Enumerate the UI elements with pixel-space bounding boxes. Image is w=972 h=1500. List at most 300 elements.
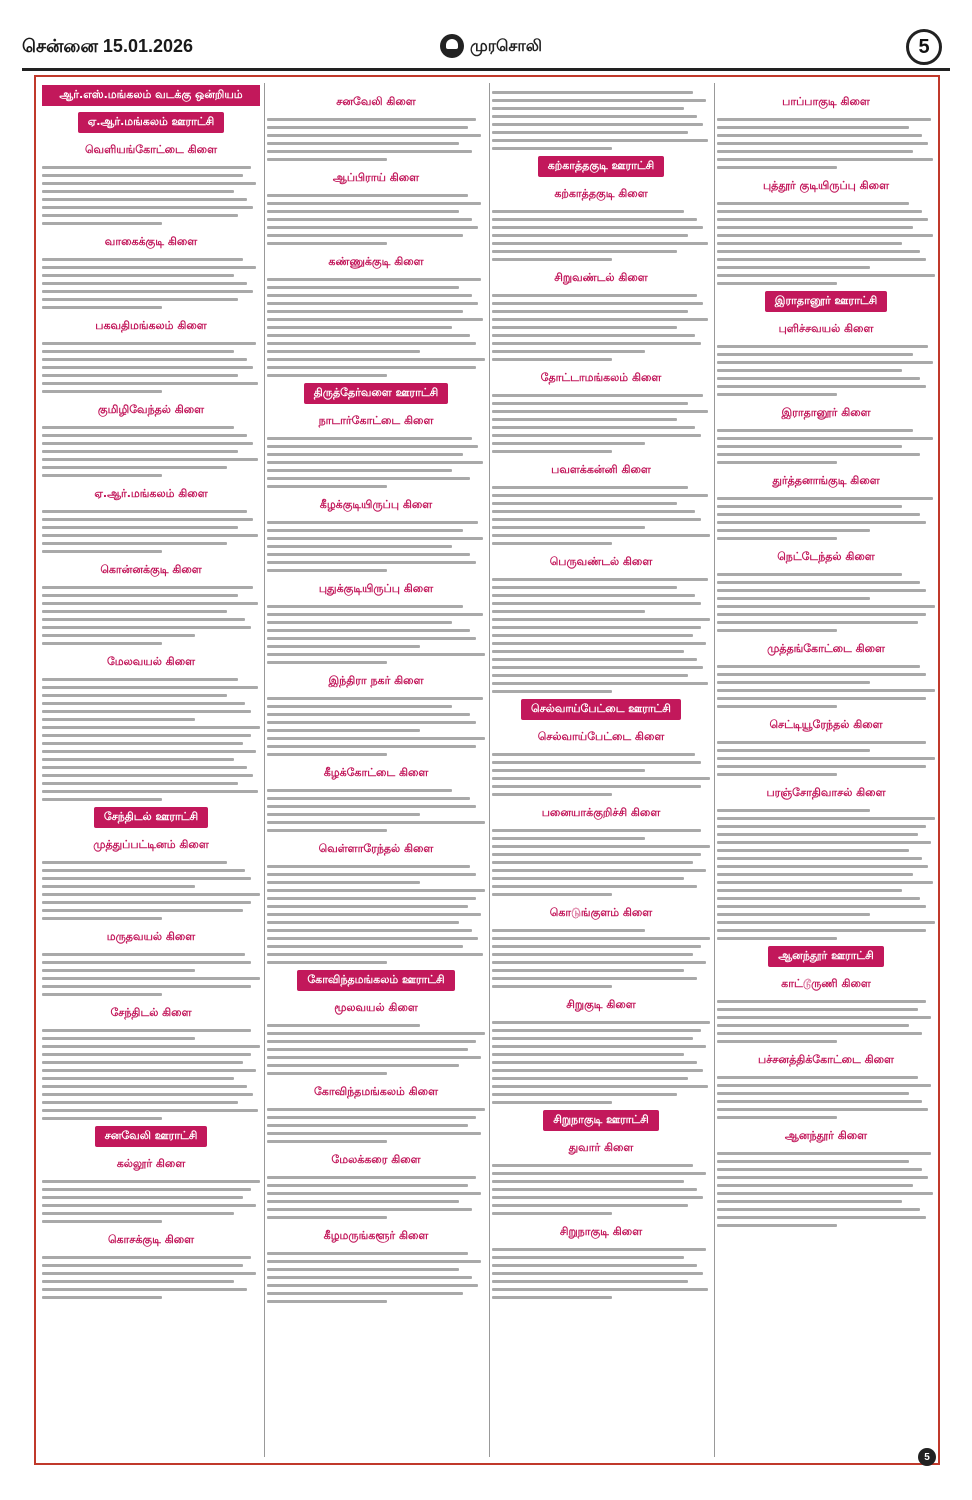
text-line [42, 726, 260, 729]
text-line [492, 342, 701, 345]
text-line [717, 234, 933, 237]
text-line [717, 453, 920, 456]
text-line [717, 689, 935, 692]
column-2 [267, 85, 485, 1455]
text-line [492, 294, 697, 297]
text-line [492, 837, 645, 840]
text-line [492, 418, 677, 421]
text-line [492, 1101, 612, 1104]
branch-heading: குமிழிவேந்தல் கிளை [97, 403, 205, 416]
text-line [492, 610, 645, 613]
text-line [42, 885, 195, 888]
text-line [267, 1208, 472, 1211]
text-line [492, 690, 612, 693]
text-line [42, 458, 258, 461]
text-line [492, 542, 612, 545]
masthead [0, 0, 972, 74]
masthead-rule [22, 68, 950, 71]
text-line [267, 713, 470, 716]
branch-heading: மேலக்கரை கிளை [331, 1153, 421, 1166]
text-line [717, 497, 933, 500]
branch-heading: செல்வாய்பேட்டை கிளை [537, 730, 665, 743]
branch-members-text [492, 294, 710, 361]
text-line [492, 218, 697, 221]
panchayat-heading: ஏ.ஆர்.மங்கலம் ஊராட்சி [78, 112, 225, 133]
branch-heading: புத்தூர் குடியிருப்பு கிளை [762, 179, 890, 192]
text-line [42, 266, 256, 269]
text-line [267, 621, 452, 624]
branch-heading: இந்திரா நகர் கிளை [328, 674, 424, 687]
text-line [492, 642, 706, 645]
text-line [717, 857, 922, 860]
column-3 [492, 85, 710, 1455]
text-line [267, 234, 463, 237]
text-line [492, 99, 706, 102]
text-line [717, 274, 935, 277]
text-line [717, 905, 926, 908]
text-line [492, 1164, 693, 1167]
text-line [492, 510, 695, 513]
text-line [492, 977, 697, 980]
text-line [717, 613, 926, 616]
text-line [267, 961, 387, 964]
text-line [492, 1180, 684, 1183]
text-line [717, 833, 918, 836]
text-line [267, 1140, 387, 1143]
text-line [42, 174, 243, 177]
text-line [267, 1292, 463, 1295]
text-line [42, 678, 238, 681]
text-line [42, 602, 258, 605]
text-line [492, 494, 708, 497]
column-divider [264, 83, 265, 1457]
branch-members-text [42, 1256, 260, 1299]
text-line [267, 1216, 387, 1219]
text-line [492, 650, 684, 653]
text-line [42, 550, 162, 553]
text-line [717, 1008, 918, 1011]
text-line [717, 581, 920, 584]
branch-heading: முத்துப்பட்டினம் கிளை [93, 838, 209, 851]
branch-heading: துவார் கிளை [568, 1141, 634, 1154]
branch-heading: பகவதிமங்கலம் கிளை [95, 319, 207, 332]
text-line [267, 645, 420, 648]
branch-heading: வெள்ளாரேந்தல் கிளை [318, 842, 434, 855]
branch-heading: ஆனந்தூர் கிளை [784, 1129, 868, 1142]
text-line [267, 485, 387, 488]
text-line [492, 115, 697, 118]
text-line [42, 306, 162, 309]
text-line [717, 369, 902, 372]
text-line [717, 913, 870, 916]
text-line [267, 218, 472, 221]
branch-heading: சிறுவண்டல் கிளை [554, 271, 648, 284]
text-line [492, 953, 693, 956]
branch-members-text [717, 497, 935, 540]
text-line [267, 561, 476, 564]
text-line [267, 745, 476, 748]
branch-members-text [717, 202, 935, 285]
text-line [717, 158, 933, 161]
branch-members-text [717, 1000, 935, 1043]
text-line [717, 705, 837, 708]
text-line [42, 877, 251, 880]
text-line [42, 214, 238, 217]
text-line [267, 913, 481, 916]
text-line [267, 829, 387, 832]
branch-heading: முத்தங்கோட்டை கிளை [767, 642, 885, 655]
text-line [267, 142, 459, 145]
branch-heading: பனையாக்குறிச்சி கிளை [541, 806, 661, 819]
branch-members-text [717, 429, 935, 464]
text-line [42, 358, 247, 361]
branch-heading: காட்டூருணி கிளை [781, 977, 871, 990]
text-line [42, 953, 245, 956]
text-line [492, 893, 612, 896]
text-line [717, 1076, 918, 1079]
text-line [717, 226, 913, 229]
text-line [42, 350, 234, 353]
text-line [42, 586, 253, 589]
text-line [267, 905, 468, 908]
text-line [492, 937, 710, 940]
text-line [717, 218, 928, 221]
text-line [42, 993, 162, 996]
text-line [717, 393, 837, 396]
panchayat-heading: சிறுநாகுடி ஊராட்சி [543, 1110, 659, 1131]
branch-members-text [267, 789, 485, 832]
text-line [492, 1248, 706, 1251]
text-line [492, 1256, 684, 1259]
text-line [267, 1124, 468, 1127]
text-line [492, 1061, 697, 1064]
newspaper-logo [440, 34, 542, 58]
branch-heading: கொசக்குடி கிளை [107, 1233, 195, 1246]
text-line [42, 1264, 243, 1267]
text-line [717, 765, 926, 768]
branch-members-text [492, 91, 710, 150]
text-line [492, 602, 701, 605]
text-line [267, 469, 452, 472]
branch-members-text [42, 510, 260, 553]
branch-heading: கல்லூர் கிளை [116, 1157, 186, 1170]
text-line [42, 222, 162, 225]
text-line [267, 653, 485, 656]
branch-heading: பாப்பாகுடி கிளை [782, 95, 870, 108]
text-line [492, 1204, 688, 1207]
text-line [42, 1212, 234, 1215]
text-line [42, 610, 227, 613]
text-line [42, 594, 238, 597]
newspaper-name: முரசொலி [470, 35, 542, 55]
text-line [492, 674, 688, 677]
text-line [717, 282, 837, 285]
text-line [717, 529, 870, 532]
text-line [42, 434, 247, 437]
text-line [492, 1045, 706, 1048]
text-line [267, 202, 481, 205]
text-line [492, 518, 701, 521]
text-line [267, 326, 452, 329]
text-line [267, 1024, 420, 1027]
text-line [492, 1264, 697, 1267]
text-line [492, 450, 612, 453]
text-line [42, 1256, 251, 1259]
text-line [42, 642, 162, 645]
text-line [42, 710, 251, 713]
text-line [42, 901, 251, 904]
text-line [42, 893, 260, 896]
text-line [42, 626, 251, 629]
text-line [492, 658, 697, 661]
text-line [267, 318, 483, 321]
branch-heading: வெளியங்கோட்டை கிளை [84, 143, 217, 156]
text-line [717, 1200, 902, 1203]
branch-members-text [267, 278, 485, 377]
branch-heading: சேந்திடல் கிளை [110, 1006, 192, 1019]
text-line [267, 529, 463, 532]
text-line [492, 107, 684, 110]
text-line [492, 410, 708, 413]
text-line [267, 1064, 459, 1067]
text-line [267, 453, 463, 456]
text-line [42, 442, 253, 445]
text-line [717, 1024, 909, 1027]
text-line [717, 929, 926, 932]
text-line [267, 865, 470, 868]
branch-members-text [267, 1024, 485, 1075]
text-line [42, 426, 234, 429]
text-line [717, 597, 870, 600]
text-line [267, 118, 476, 121]
text-line [267, 873, 476, 876]
text-line [717, 1016, 931, 1019]
branch-members-text [717, 1152, 935, 1227]
branch-heading: பெருவண்டல் கிளை [549, 555, 653, 568]
text-line [717, 673, 926, 676]
text-line [717, 134, 922, 137]
text-line [267, 1276, 472, 1279]
text-line [267, 358, 485, 361]
branch-heading: பவளக்கன்னி கிளை [551, 463, 651, 476]
text-line [492, 618, 710, 621]
text-line [717, 353, 913, 356]
branch-heading: கீழக்குடியிருப்பு கிளை [319, 498, 433, 511]
text-line [717, 1116, 837, 1119]
text-line [492, 761, 701, 764]
branch-members-text [42, 342, 260, 393]
text-line [717, 1152, 931, 1155]
branch-heading: கற்காத்தகுடி கிளை [554, 187, 648, 200]
branch-members-text [717, 665, 935, 708]
text-line [267, 613, 483, 616]
text-line [492, 845, 710, 848]
text-line [267, 242, 387, 245]
text-line [42, 909, 243, 912]
text-line [42, 166, 251, 169]
text-line [717, 921, 935, 924]
text-line [492, 1188, 697, 1191]
text-line [492, 969, 684, 972]
text-line [42, 917, 162, 920]
branch-heading: தோட்டாமங்கலம் கிளை [540, 371, 662, 384]
text-line [717, 1192, 933, 1195]
text-line [492, 682, 708, 685]
text-line [42, 977, 260, 980]
text-line [267, 721, 476, 724]
text-line [267, 805, 476, 808]
text-line [42, 766, 247, 769]
text-line [717, 385, 926, 388]
branch-heading: புளிச்சவயல் கிளை [778, 322, 874, 335]
text-line [42, 518, 253, 521]
text-line [717, 437, 933, 440]
text-line [267, 445, 478, 448]
text-line [492, 147, 612, 150]
branch-members-text [492, 394, 710, 453]
text-line [267, 945, 463, 948]
branch-members-text [717, 345, 935, 396]
text-line [717, 1108, 928, 1111]
text-line [42, 634, 195, 637]
text-line [492, 502, 677, 505]
text-line [42, 1196, 243, 1199]
branch-members-text [492, 1248, 710, 1299]
text-line [42, 366, 253, 369]
text-line [267, 921, 459, 924]
branch-members-text [492, 753, 710, 796]
text-line [492, 753, 695, 756]
text-line [492, 777, 710, 780]
text-line [42, 782, 238, 785]
text-line [717, 250, 920, 253]
branch-members-text [717, 118, 935, 169]
text-line [492, 310, 688, 313]
text-line [492, 985, 612, 988]
text-line [267, 1284, 478, 1287]
text-line [42, 774, 253, 777]
text-line [492, 578, 708, 581]
text-line [492, 1272, 703, 1275]
text-line [717, 825, 926, 828]
text-line [42, 869, 245, 872]
text-line [42, 510, 247, 513]
text-line [492, 945, 701, 948]
text-line [492, 1037, 693, 1040]
text-line [267, 194, 468, 197]
text-line [42, 1077, 234, 1080]
text-line [267, 821, 485, 824]
content-frame [34, 75, 940, 1465]
text-line [717, 429, 913, 432]
text-line [492, 242, 708, 245]
text-line [492, 534, 710, 537]
text-line [717, 266, 870, 269]
branch-heading: கண்ணுக்குடி கிளை [328, 255, 424, 268]
text-line [267, 545, 452, 548]
branch-members-text [42, 426, 260, 477]
text-line [42, 190, 234, 193]
text-line [717, 461, 837, 464]
text-line [267, 1200, 459, 1203]
panchayat-heading: இராதானூர் ஊராட்சி [765, 291, 887, 312]
branch-members-text [267, 437, 485, 488]
branch-members-text [717, 573, 935, 632]
text-line [492, 666, 703, 669]
text-line [717, 817, 935, 820]
text-line [42, 1061, 243, 1064]
text-line [492, 861, 693, 864]
branch-members-text [267, 697, 485, 756]
text-line [42, 374, 238, 377]
branch-heading: புதுக்குடியிருப்பு கிளை [318, 582, 434, 595]
branch-members-text [42, 953, 260, 996]
text-line [267, 789, 452, 792]
text-line [717, 1216, 926, 1219]
text-line [267, 705, 452, 708]
text-line [717, 773, 837, 776]
text-line [267, 310, 463, 313]
branch-members-text [42, 1029, 260, 1120]
branch-heading: கீழமருங்களூர் கிளை [323, 1229, 429, 1242]
text-line [717, 937, 837, 940]
text-line [717, 865, 928, 868]
text-line [267, 437, 472, 440]
text-line [717, 521, 926, 524]
elephant-logo-icon [440, 34, 464, 58]
branch-heading: ஏ.ஆர்.மங்கலம் கிளை [94, 487, 208, 500]
text-line [267, 537, 483, 540]
text-line [492, 1077, 688, 1080]
text-line [492, 123, 703, 126]
branch-heading: இராதானூர் கிளை [781, 406, 871, 419]
text-line [42, 466, 227, 469]
text-line [42, 1296, 162, 1299]
text-line [267, 637, 476, 640]
text-line [267, 477, 470, 480]
text-line [492, 226, 703, 229]
text-line [267, 697, 483, 700]
text-line [717, 166, 837, 169]
text-line [267, 461, 483, 464]
text-line [492, 442, 645, 445]
text-line [267, 294, 472, 297]
text-line [717, 849, 909, 852]
text-line [42, 390, 162, 393]
branch-heading: சிறுகுடி கிளை [566, 998, 636, 1011]
branch-heading: பச்சனத்திக்கோட்டை கிளை [758, 1053, 894, 1066]
text-line [492, 358, 612, 361]
text-line [267, 366, 476, 369]
text-line [717, 1032, 922, 1035]
text-line [492, 210, 684, 213]
branch-heading: மேலவயல் கிளை [106, 655, 196, 668]
text-line [42, 1220, 162, 1223]
branch-members-text [267, 1108, 485, 1143]
branch-heading: வாகைக்குடி கிளை [104, 235, 198, 248]
text-line [42, 450, 238, 453]
text-line [42, 718, 195, 721]
text-line [42, 798, 162, 801]
text-line [267, 1268, 459, 1271]
column-4 [717, 85, 935, 1455]
text-line [492, 961, 706, 964]
text-line [267, 897, 476, 900]
text-line [267, 929, 472, 932]
text-line [267, 937, 478, 940]
text-line [717, 202, 909, 205]
text-line [717, 897, 920, 900]
